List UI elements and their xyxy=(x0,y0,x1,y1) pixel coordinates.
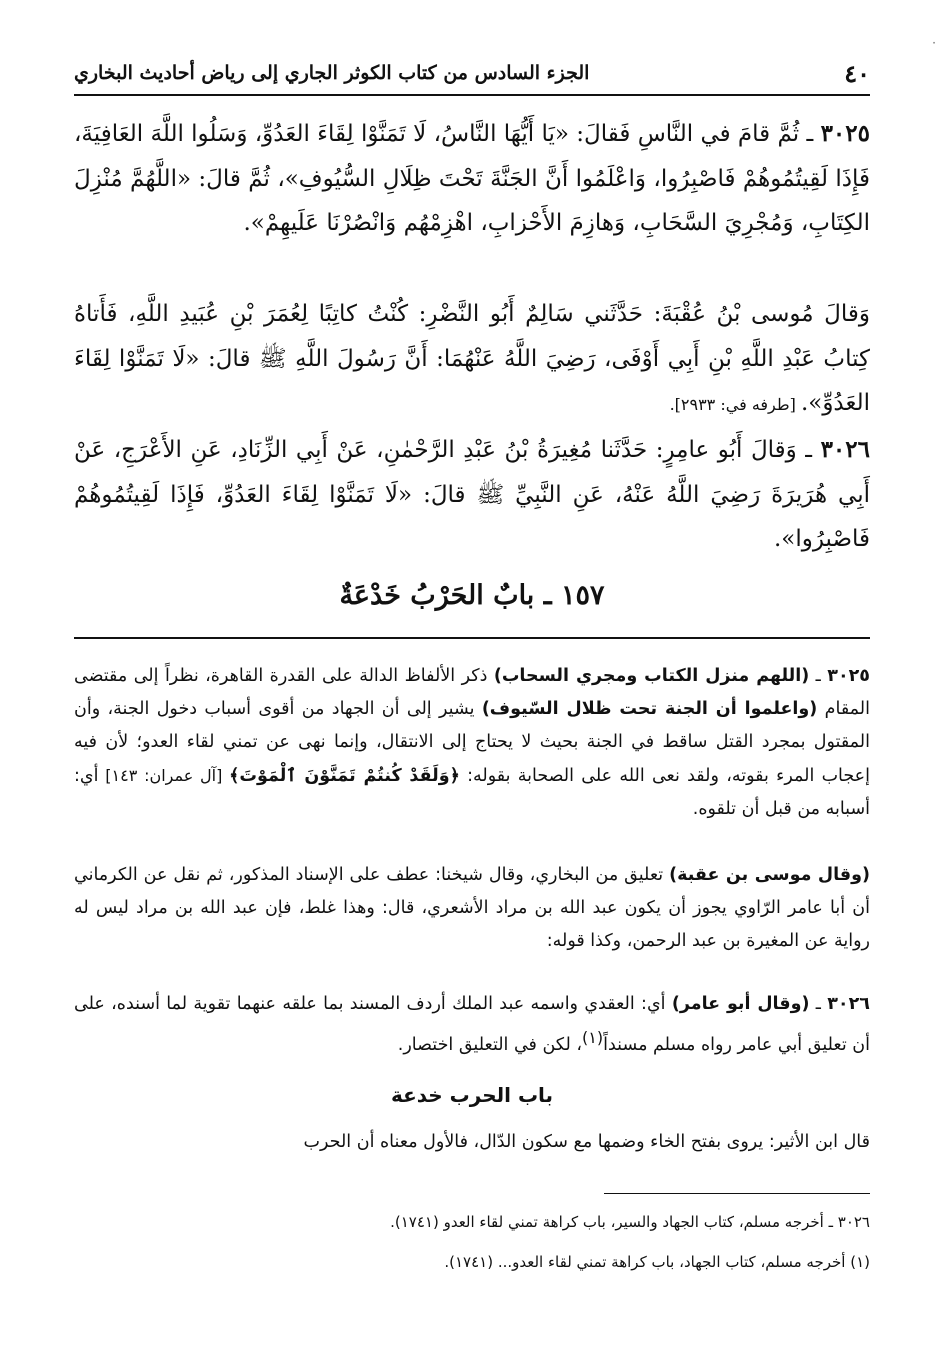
commentary-3026 xyxy=(74,988,870,1062)
hadith-3025 xyxy=(74,112,870,246)
quoted-phrase: (وقال موسى بن عقبة) xyxy=(669,865,870,885)
cross-reference: [طرفه في: ٢٩٣٣]. xyxy=(669,395,801,414)
commentary-text: أي: العقدي واسمه عبد الملك أردف المسند بما علقه عنهما تقوية لما أسنده، على أن تعليق أبي عامر رواه مسلم مسنداً xyxy=(74,994,870,1055)
quoted-phrase: (اللهم منزل الكتاب ومجري السحاب) xyxy=(493,666,810,686)
commentary-text: يشير إلى أن الجهاد من أقوى أسباب دخول الجنة، وأن المقتول بمجرد القتل ساقط في الجنة بحيث لا يحتاج إلى الانتقال، وإنما نهى عن تمني لقاء العدو؛ لأن فيه إعجاب المرء بقوته، ولقد نعى الله على الصحابة بقوله: xyxy=(74,699,870,786)
page-header xyxy=(74,52,870,96)
running-title: الجزء السادس من كتاب الكوثر الجاري إلى رياض أحاديث البخاري xyxy=(74,62,590,84)
quoted-phrase: (وقال أبو عامر) xyxy=(671,994,810,1014)
quran-reference: [آل عمران: ١٤٣] xyxy=(98,766,230,785)
commentary-ibn-athir: قال ابن الأثير: يروى بفتح الخاء وضمها مع سكون الدّال، فالأول معناه أن الحرب xyxy=(303,1132,870,1152)
commentary-text: ذكر الألفاظ الدالة على القدرة القاهرة، نظراً إلى مقتضى المقام xyxy=(74,666,870,719)
commentary-number: ٣٠٢٦ xyxy=(827,994,870,1014)
commentary-text: ، لكن في التعليق اختصار. xyxy=(397,1034,583,1055)
commentary-text: أي: أسبابه من قبل أن تلقوه. xyxy=(74,766,870,819)
hadith-3026 xyxy=(74,428,870,562)
musa-paragraph xyxy=(74,292,870,428)
commentary-number: ٣٠٢٥ xyxy=(827,666,870,686)
commentary-musa xyxy=(74,859,870,958)
chapter-title: ١٥٧ ـ بابٌ الحَرْبُ خَدْعَةٌ xyxy=(339,580,605,611)
page-number: ٤٠ xyxy=(844,58,870,88)
hadith-text: ـ ثُمَّ قامَ في النَّاسِ فَقالَ: «يَا أَيُّهَا النَّاسُ، لَا تَمَنَّوْا لِقَاءَ العَدُوِّ، وَسَلُوا اللَّهَ العَافِيَةَ، فَإِذَا لَقِيتُمُوهُمْ فَاصْبِرُوا، وَاعْلَمُوا أَنَّ الجَنَّةَ تَحْتَ ظِلَالِ السُّيُوفِ»، ثُمَّ قالَ: «اللَّهُمَّ مُنْزِلَ الكِتَابِ، وَمُجْرِيَ السَّحَابِ، وَهازِمَ الأَحْزابِ، اهْزِمْهُم وَانْصُرْنَا عَلَيهِمْ». xyxy=(74,121,870,236)
quran-verse: ﴿وَلَقَدْ كُنتُمْ تَمَنَّوْنَ ٱلْمَوْتَ﴾ xyxy=(229,766,460,786)
hadith-number: ٣٠٢٦ xyxy=(820,436,870,463)
commentary-text: تعليق من البخاري، وقال شيخنا: عطف على الإسناد المذكور، ثم نقل عن الكرماني أن أبا عامر الرّاوي يجوز أن يكون عبد الله بن مراد الأشعري، قال: وهذا غلط، فإن عبد الله بن مراد ليس له رواية عن المغيرة بن عبد الرحمن، وكذا قوله: xyxy=(74,865,870,951)
commentary-text: ـ xyxy=(809,994,828,1014)
footnote-divider xyxy=(604,1193,870,1194)
commentary-text: ـ xyxy=(809,666,828,686)
sub-chapter-title: باب الحرب خدعة xyxy=(390,1083,554,1107)
commentary-3025 xyxy=(74,660,870,826)
hadith-text: ـ وَقالَ أَبُو عامِرٍ: حَدَّثَنا مُغِيرَةُ بْنُ عَبْدِ الرَّحْمٰنِ، عَنْ أَبِي الزِّنَادِ، عَنِ الأَعْرَجِ، عَنْ أَبِي هُرَيرَةَ رَضِيَ اللَّهُ عَنْهُ، عَنِ النَّبِيِّ ﷺ قالَ: «لَا تَمَنَّوْا لِقَاءَ العَدُوِّ، فَإِذَا لَقِيتُمُوهُمْ فَاصْبِرُوا». xyxy=(74,437,870,552)
musa-text: وَقالَ مُوسى بْنُ عُقْبَةَ: حَدَّثَني سَالِمٌ أَبُو النَّضْرِ: كُنْتُ كاتِبًا لِعُمَرَ بْنِ عُبَيدِ اللَّهِ، فَأَتاهُ كِتابُ عَبْدِ اللَّهِ بْنِ أَبِي أَوْفَى، رَضِيَ اللَّهُ عَنْهُمَا: أَنَّ رَسُولَ اللَّهِ ﷺ قالَ: «لَا تَمَنَّوْا لِقَاءَ العَدُوِّ». xyxy=(74,301,870,416)
section-divider xyxy=(74,637,870,639)
footnote-3026: ٣٠٢٦ ـ أخرجه مسلم، كتاب الجهاد والسير، باب كراهة تمني لقاء العدو (١٧٤١). xyxy=(390,1213,870,1231)
footnote-1: (١) أخرجه مسلم، كتاب الجهاد، باب كراهة تمني لقاء العدو... (١٧٤١). xyxy=(444,1253,870,1271)
margin-mark: · xyxy=(932,36,936,50)
quoted-phrase: (واعلموا أن الجنة تحت ظلال السّيوف) xyxy=(481,699,818,719)
hadith-number: ٣٠٢٥ xyxy=(820,120,870,147)
footnote-marker: (١) xyxy=(582,1028,604,1047)
